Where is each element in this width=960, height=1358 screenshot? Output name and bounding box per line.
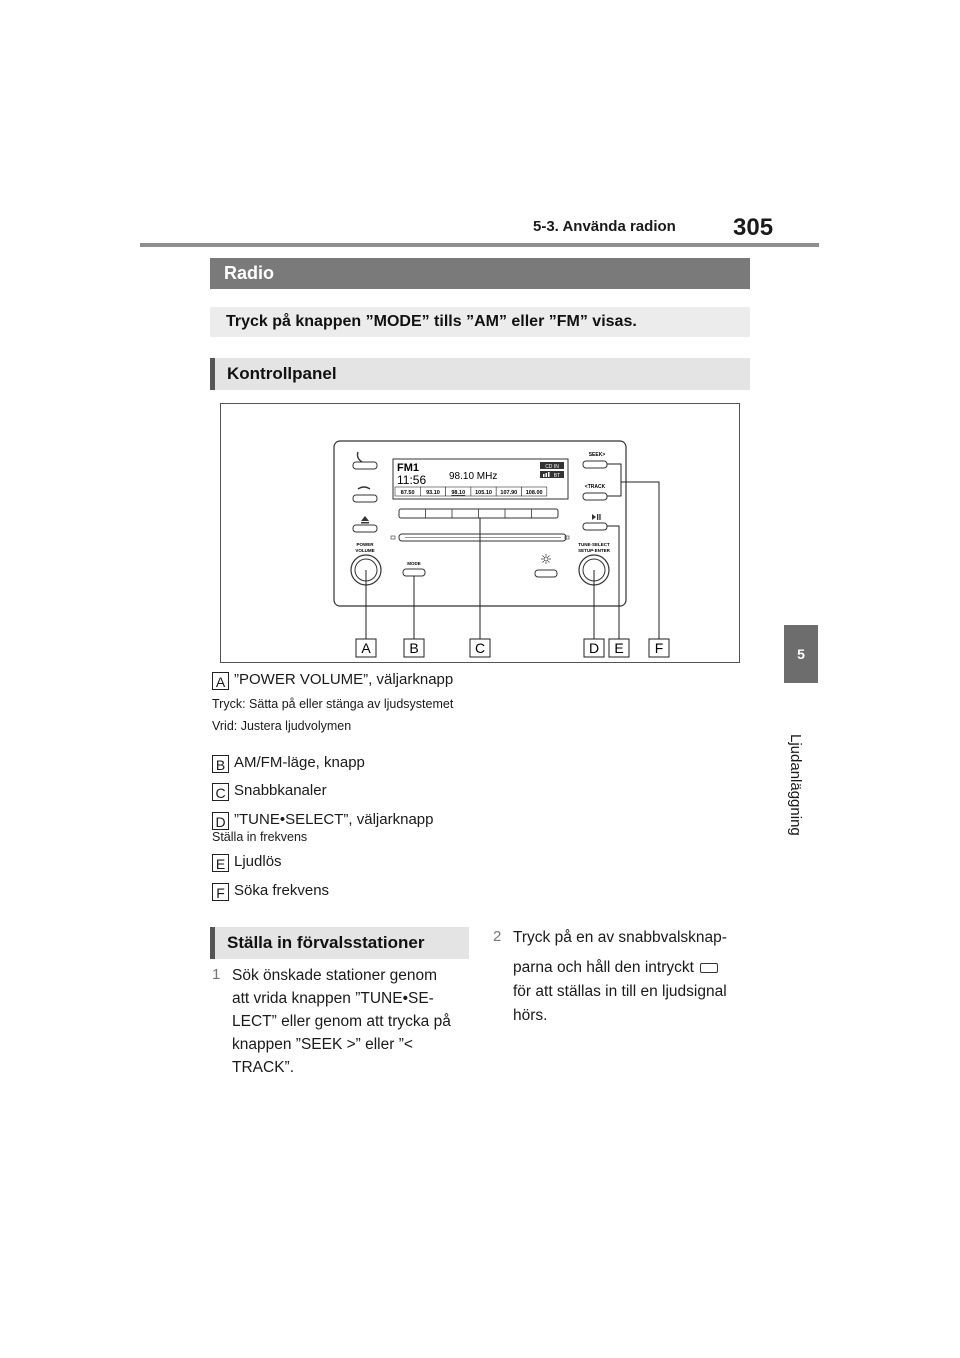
section-title-radio: Radio — [210, 258, 750, 289]
chapter-label: Ljudanläggning — [787, 734, 804, 836]
control-panel-heading: Kontrollpanel — [210, 358, 750, 390]
setup-enter-label: SETUP·ENTER — [578, 548, 610, 553]
chapter-tab: 5 — [784, 625, 818, 683]
callout-letter-b: B — [409, 640, 419, 656]
callout-letter-c: C — [474, 640, 486, 656]
radio-unit-illustration — [221, 404, 741, 664]
page-number: 305 — [733, 214, 774, 241]
preset-frequency: 108.00 — [525, 490, 543, 496]
tune-select-label: TUNE·SELECT — [578, 542, 610, 547]
step-2-line-4: hörs. — [513, 1007, 548, 1024]
callout-letter-d: D — [588, 640, 600, 656]
power-label: POWER — [356, 542, 374, 547]
step-1-number: 1 — [212, 966, 221, 983]
volume-label: VOLUME — [355, 548, 375, 553]
legend-text: Snabbkanaler — [234, 782, 327, 799]
legend-letter-box: D — [212, 812, 229, 830]
preset-frequency: 87.50 — [400, 490, 415, 496]
section-header: 5-3. Använda radion — [533, 218, 676, 235]
preset-frequency: 105.10 — [475, 490, 492, 496]
preset-frequency: 93.10 — [426, 490, 440, 496]
track-button — [583, 493, 607, 500]
callout-letter-a: A — [361, 640, 371, 656]
preset-frequency: 98.10 — [451, 490, 466, 496]
header-rule — [140, 243, 819, 247]
legend-subtext: Tryck: Sätta på eller stänga av ljudsystemet — [212, 697, 454, 711]
preset-frequency-row — [395, 487, 547, 496]
legend-text: ”POWER VOLUME”, väljarknapp — [234, 671, 454, 688]
step-1-line-1: Sök önskade stationer genom — [232, 967, 438, 984]
legend-letter-box: E — [212, 854, 229, 872]
track-label: <TRACK — [584, 484, 606, 490]
legend-letter-box: A — [212, 672, 229, 690]
legend-letter-box: C — [212, 783, 229, 801]
brightness-button — [535, 570, 557, 577]
step-2-number: 2 — [493, 928, 502, 945]
step-1-line-4: knappen ”SEEK >” eller ”< — [232, 1036, 413, 1053]
mute-button — [583, 523, 607, 530]
display-frequency: 98.10 MHz — [449, 471, 498, 482]
legend-text: AM/FM-läge, knapp — [234, 754, 365, 771]
callout-letter-e: E — [614, 640, 624, 656]
legend-subtext: Vrid: Justera ljudvolymen — [212, 719, 352, 733]
mode-label: MODE — [407, 561, 421, 566]
step-2-line-3: för att ställas in till en ljudsignal — [513, 983, 727, 1000]
step-2-line-2: parna och håll den intryckt — [513, 959, 694, 976]
control-panel-figure — [220, 403, 740, 663]
legend-text: Ljudlös — [234, 853, 282, 870]
display-time: 11:56 — [397, 473, 427, 487]
eject-button — [353, 525, 377, 532]
bt-badge-text: BT — [553, 473, 561, 479]
step-1-line-3: LECT” eller genom att trycka på — [232, 1013, 451, 1030]
hangup-button — [353, 495, 377, 502]
phone-button — [353, 462, 377, 469]
legend-subtext: Ställa in frekvens — [212, 830, 308, 844]
legend-letter-box: B — [212, 755, 229, 773]
seek-button — [583, 461, 607, 468]
legend-text: ”TUNE•SELECT”, väljarknapp — [234, 811, 434, 828]
mode-instruction: Tryck på knappen ”MODE” tills ”AM” eller ”FM” visas. — [210, 307, 750, 337]
callout-labels — [356, 639, 669, 657]
legend-letter-box: F — [212, 883, 229, 901]
preset-section-heading: Ställa in förvalsstationer — [210, 927, 469, 959]
step-2-line-1: Tryck på en av snabbvalsknap- — [513, 929, 727, 946]
display-band: FM1 — [397, 462, 419, 474]
callout-letter-f: F — [654, 640, 664, 656]
preset-frequency: 107.90 — [500, 490, 518, 496]
step-1-line-2: att vrida knappen ”TUNE•SE- — [232, 990, 434, 1007]
legend-text: Söka frekvens — [234, 882, 330, 899]
hold-button-icon — [700, 963, 718, 973]
step-1-line-5: TRACK”. — [232, 1059, 294, 1076]
seek-label: SEEK> — [588, 452, 606, 458]
mode-button — [403, 569, 425, 576]
cd-badge-text: CD IN — [545, 464, 559, 470]
